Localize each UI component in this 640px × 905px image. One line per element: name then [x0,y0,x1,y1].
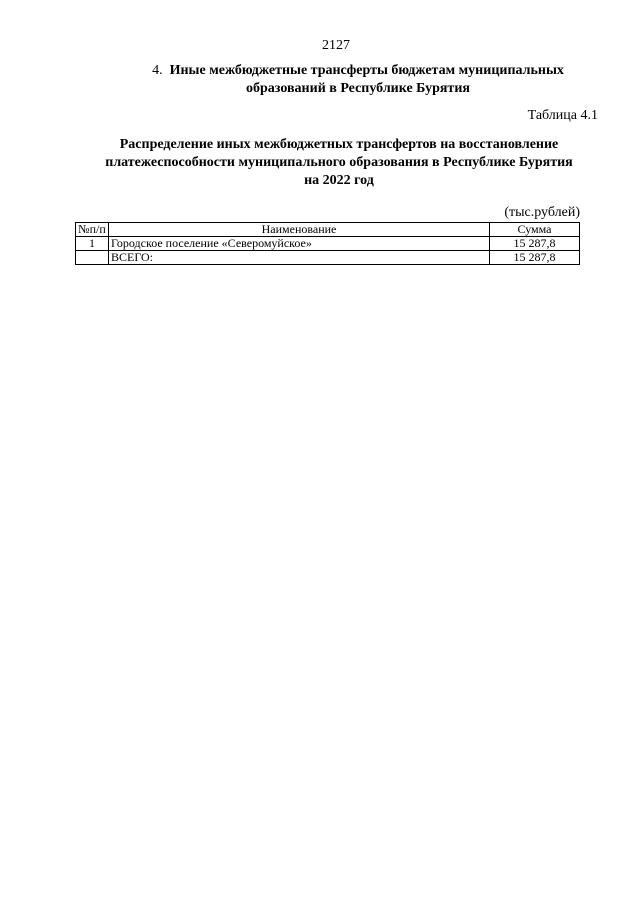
total-number [76,251,109,265]
row-number: 1 [76,237,109,251]
table-row [76,237,580,251]
units-label: (тыс.рублей) [504,205,580,220]
page-number: 2127 [322,38,350,53]
transfers-table [75,222,580,265]
section-heading-line1 [110,62,606,80]
header-sum: Сумма [490,223,580,237]
header-name: Наименование [109,223,490,237]
table-label: Таблица 4.1 [527,108,598,123]
table-title-line3: на 2022 год [304,173,374,188]
total-sum: 15 287,8 [490,251,580,265]
section-title-part2: образований в Республике Бурятия [246,81,470,96]
header-number: №п/п [76,223,109,237]
table-title-line2: платежеспособности муниципального образования в Республике Бурятия [105,155,573,170]
section-number: 4. [152,63,163,78]
section-heading [110,62,606,98]
section-title-part1: Иные межбюджетные трансферты бюджетам муниципальных [169,63,564,78]
table-total-row [76,251,580,265]
table-title [74,136,604,190]
row-sum: 15 287,8 [490,237,580,251]
table-header-row [76,223,580,237]
total-label: ВСЕГО: [109,251,490,265]
row-name: Городское поселение «Северомуйское» [109,237,490,251]
table-title-line1: Распределение иных межбюджетных трансфертов на восстановление [119,137,559,152]
